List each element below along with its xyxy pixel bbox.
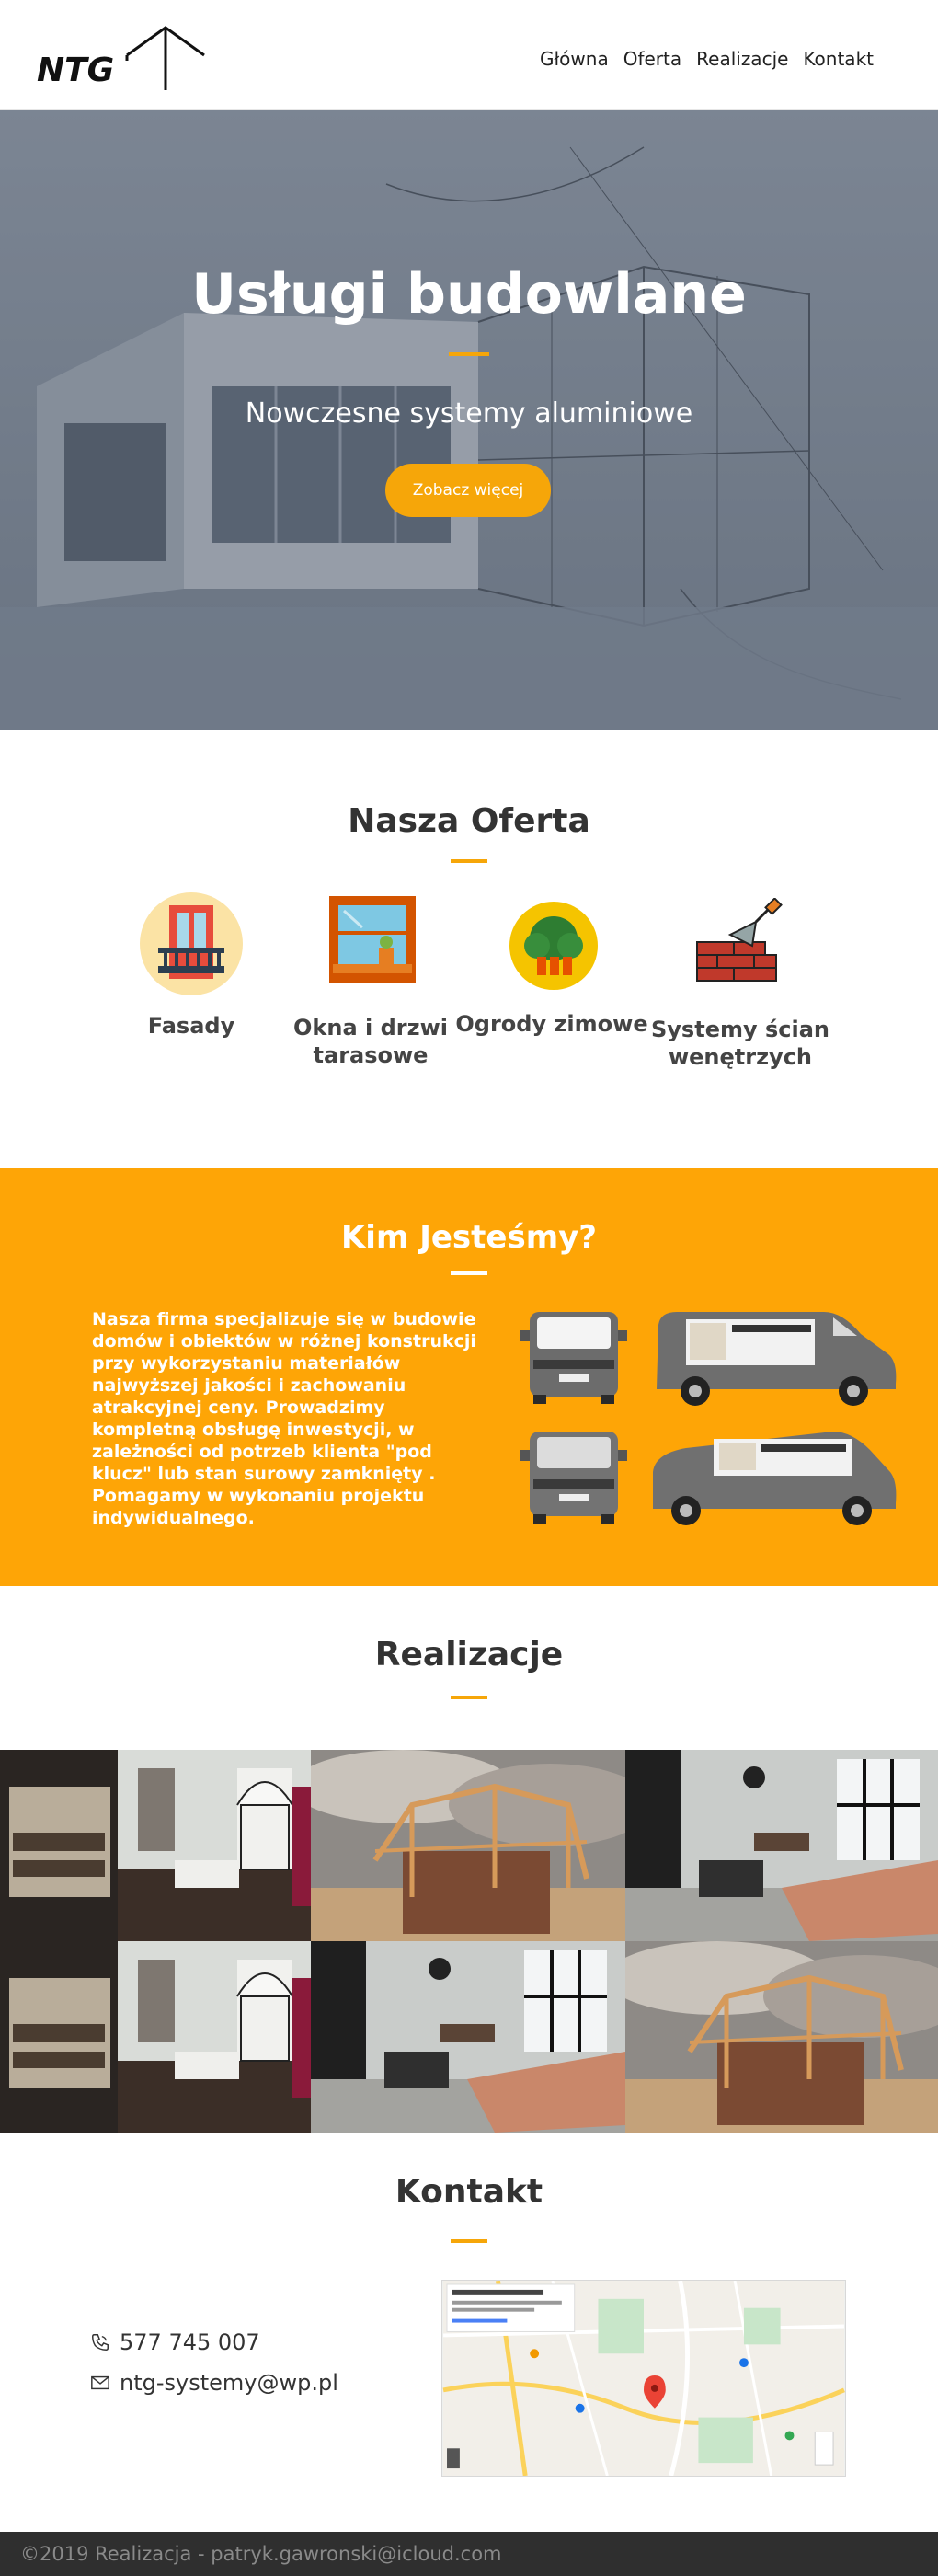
nav-kontakt[interactable]: Kontakt <box>803 48 874 70</box>
hero-title: Usługi budowlane <box>191 262 747 327</box>
footer-copyright: ©2019 Realizacja - patryk.gawronski@icloud.com <box>20 2543 502 2565</box>
main-menu <box>540 48 874 70</box>
nav-oferta[interactable]: Oferta <box>623 48 682 70</box>
nav-realizacje[interactable]: Realizacje <box>696 48 789 70</box>
about-divider <box>451 1271 487 1275</box>
envelope-icon <box>90 2373 110 2393</box>
contact-title: Kontakt <box>395 2173 543 2211</box>
svg-text:NTG: NTG <box>37 52 115 89</box>
van-front-image-2 <box>520 1426 627 1527</box>
navbar <box>0 0 938 110</box>
offer-label-sciany: Systemy ścian wenętrzych <box>651 1017 829 1070</box>
realizacje-divider <box>451 1696 487 1699</box>
about-text: Nasza firma specjalizuje się w budowie domów i obiektów w różnej konstrukcji przy wykorzystaniu materiałów najwyższej jakości i zachowaniu atrakcyjnej ceny. Prowadzimy kompletną obsługę inwestycji, w zależności od potrzeb klienta "pod klucz" lub stan surowy zamknięty . Pomagamy w wykonaniu projektu indywidualnego. <box>92 1309 476 1528</box>
gallery-photo-interior-1[interactable] <box>0 1750 311 1941</box>
phone-number: 577 745 007 <box>120 2329 260 2355</box>
window-icon <box>326 892 419 986</box>
ntg-logo[interactable] <box>35 24 210 92</box>
realizacje-title: Realizacje <box>374 1636 564 1673</box>
phone-icon <box>90 2332 110 2352</box>
offer-label-okna: Okna i drzwi tarasowe <box>293 1015 448 1068</box>
google-map[interactable] <box>441 2280 846 2477</box>
offer-title: Nasza Oferta <box>348 802 590 840</box>
nav-glowna[interactable]: Główna <box>540 48 609 70</box>
van-side-image <box>649 1306 899 1408</box>
email-address: ntg-systemy@wp.pl <box>120 2370 338 2396</box>
about-section <box>0 1168 938 1586</box>
gallery-photo-construction-2[interactable] <box>625 1941 938 2133</box>
contact-divider <box>451 2239 487 2243</box>
gallery-photo-construction-1[interactable] <box>311 1750 625 1941</box>
offer-divider <box>451 859 487 863</box>
van-front-image <box>520 1306 627 1408</box>
tree-icon <box>509 902 598 990</box>
offer-label-ogrody: Ogrody zimowe <box>455 1011 648 1037</box>
contact-email[interactable] <box>90 2370 338 2396</box>
footer <box>0 2532 938 2576</box>
gallery-photo-interior-3[interactable] <box>0 1941 311 2133</box>
hero-section <box>0 110 938 730</box>
gallery-photo-interior-2[interactable] <box>625 1750 938 1941</box>
bricks-trowel-icon <box>692 898 784 990</box>
about-title: Kim Jesteśmy? <box>340 1219 598 1256</box>
balcony-icon <box>140 892 243 995</box>
gallery-photo-interior-4[interactable] <box>311 1941 625 2133</box>
hero-divider <box>449 352 489 356</box>
see-more-button[interactable]: Zobacz więcej <box>385 464 551 517</box>
realizacje-gallery <box>0 1750 938 2133</box>
van-side-image-2 <box>649 1426 899 1527</box>
contact-phone[interactable] <box>90 2329 260 2355</box>
hero-subtitle: Nowczesne systemy aluminiowe <box>245 397 693 430</box>
offer-label-fasady: Fasady <box>147 1013 235 1039</box>
